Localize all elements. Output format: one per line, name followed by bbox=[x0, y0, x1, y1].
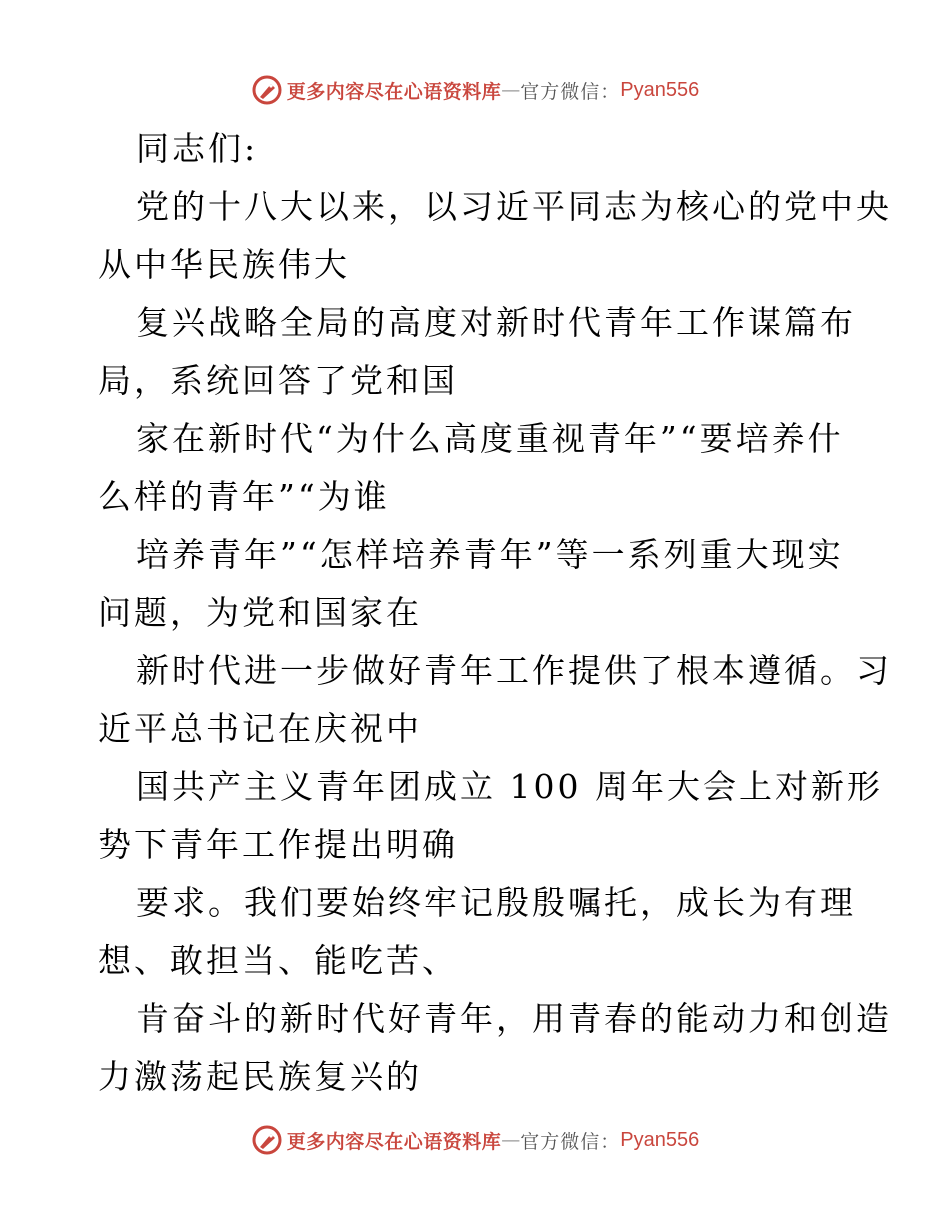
header-banner bbox=[0, 70, 950, 110]
pen-nib-logo-icon bbox=[251, 74, 283, 106]
paragraph-line: 问题，为党和国家在 bbox=[98, 593, 422, 632]
paragraph-line: 培养青年”“怎样培养青年”等一系列重大现实 bbox=[136, 535, 844, 574]
banner-separator: — bbox=[501, 79, 521, 101]
paragraph-line: 近平总书记在庆祝中 bbox=[98, 709, 422, 748]
paragraph-line: 党的十八大以来，以习近平同志为核心的党中央 bbox=[136, 187, 892, 226]
paragraph-line: 力激荡起民族复兴的 bbox=[98, 1057, 422, 1096]
paragraph-line: 势下青年工作提出明确 bbox=[98, 825, 458, 864]
paragraph-line: 同志们: bbox=[136, 129, 259, 168]
paragraph-line: 想、敢担当、能吃苦、 bbox=[98, 941, 458, 980]
banner-official-text: 官方微信： bbox=[520, 80, 621, 103]
banner-wechat-id: Pyan556 bbox=[620, 1128, 700, 1151]
paragraph-line: 要求。我们要始终牢记殷殷嘱托，成长为有理 bbox=[136, 883, 856, 922]
paragraph-line: 复兴战略全局的高度对新时代青年工作谋篇布 bbox=[136, 303, 856, 342]
banner-promo-text: 更多内容尽在心语资料库 bbox=[286, 80, 502, 103]
banner-promo-text: 更多内容尽在心语资料库 bbox=[286, 1130, 502, 1153]
paragraph-line: 么样的青年”“为谁 bbox=[98, 477, 390, 516]
banner-separator: — bbox=[501, 1129, 521, 1151]
paragraph-line: 肯奋斗的新时代好青年，用青春的能动力和创造 bbox=[136, 999, 892, 1038]
footer-banner bbox=[0, 1120, 950, 1160]
banner-official-text: 官方微信： bbox=[520, 1130, 621, 1153]
paragraph-line: 国共产主义青年团成立 100 周年大会上对新形 bbox=[136, 767, 883, 806]
paragraph-line: 家在新时代“为什么高度重视青年”“要培养什 bbox=[136, 419, 844, 458]
paragraph-line: 局，系统回答了党和国 bbox=[98, 361, 458, 400]
paragraph-line: 新时代进一步做好青年工作提供了根本遵循。习 bbox=[136, 651, 892, 690]
pen-nib-logo-icon bbox=[251, 1124, 283, 1156]
paragraph-line: 从中华民族伟大 bbox=[98, 245, 350, 284]
banner-wechat-id: Pyan556 bbox=[620, 78, 700, 101]
